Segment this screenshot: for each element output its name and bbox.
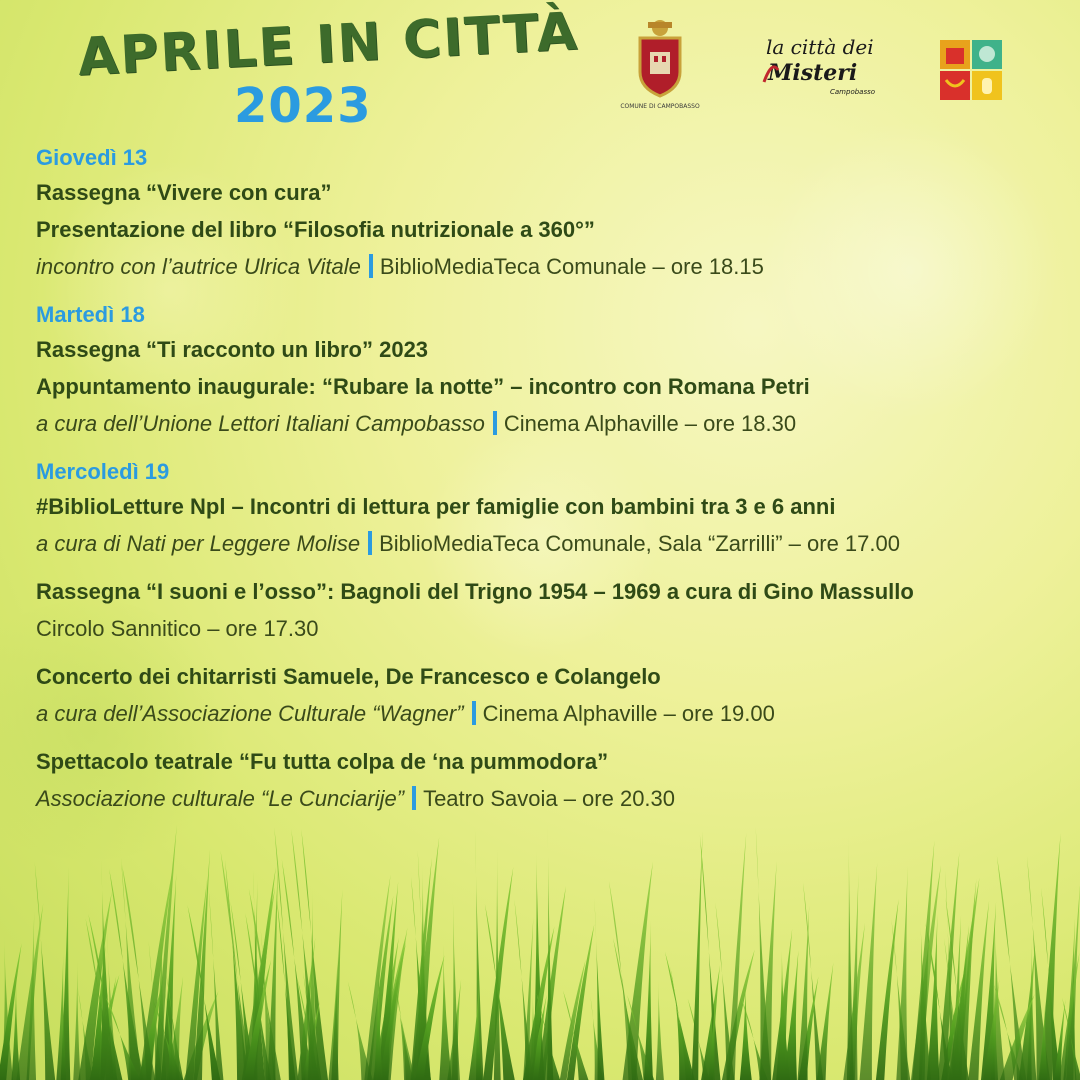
day-section bbox=[36, 142, 1066, 285]
misteri-logo-line1: la città dei bbox=[766, 35, 874, 59]
event-title: Presentazione del libro “Filosofia nutrizionale a 360°” bbox=[36, 217, 595, 242]
event-title: Appuntamento inaugurale: “Rubare la notte” – incontro con Romana Petri bbox=[36, 374, 810, 399]
event-organizer: a cura dell’Associazione Culturale “Wagner” bbox=[36, 701, 464, 726]
separator-bar bbox=[369, 254, 373, 278]
events-list bbox=[36, 142, 1066, 831]
event-title: Rassegna “Ti racconto un libro” 2023 bbox=[36, 337, 429, 362]
event-title: Spettacolo teatrale “Fu tutta colpa de ‘na pummodora” bbox=[36, 749, 609, 774]
event-info bbox=[36, 525, 1066, 562]
comune-logo-text: COMUNE DI CAMPOBASSO bbox=[620, 103, 700, 110]
citta-dei-misteri-logo bbox=[758, 30, 888, 100]
misteri-logo-line2: Misteri bbox=[768, 60, 858, 86]
event-organizer: Associazione culturale “Le Cunciarije” bbox=[36, 786, 405, 811]
event-organizer: a cura di Nati per Leggere Molise bbox=[36, 531, 361, 556]
event-info bbox=[36, 780, 1066, 817]
event-organizer: a cura dell’Unione Lettori Italiani Campobasso bbox=[36, 411, 485, 436]
event-item bbox=[36, 743, 1066, 817]
event-title: Rassegna “Vivere con cura” bbox=[36, 180, 332, 205]
day-section bbox=[36, 299, 1066, 442]
separator-bar bbox=[412, 786, 416, 810]
event-info bbox=[36, 405, 1066, 442]
day-section bbox=[36, 456, 1066, 817]
event-venue-time: Circolo Sannitico – ore 17.30 bbox=[36, 616, 319, 641]
event-venue-time: Teatro Savoia – ore 20.30 bbox=[423, 786, 676, 811]
event-info bbox=[36, 610, 1066, 647]
city-quadrant-logo bbox=[940, 40, 1002, 100]
event-organizer: incontro con l’autrice Ulrica Vitale bbox=[36, 254, 361, 279]
misteri-logo-sub: Campobasso bbox=[830, 88, 876, 96]
event-venue-time: Cinema Alphaville – ore 19.00 bbox=[482, 701, 775, 726]
event-venue-time: BiblioMediaTeca Comunale – ore 18.15 bbox=[379, 254, 764, 279]
separator-bar bbox=[368, 531, 372, 555]
day-label: Martedì 18 bbox=[36, 302, 145, 327]
event-venue-time: Cinema Alphaville – ore 18.30 bbox=[503, 411, 797, 436]
event-item bbox=[36, 488, 1066, 562]
event-title: Rassegna “I suoni e l’osso”: Bagnoli del Trigno 1954 – 1969 a cura di Gino Massullo bbox=[36, 579, 914, 604]
event-item bbox=[36, 573, 1066, 647]
separator-bar bbox=[472, 701, 476, 725]
event-info bbox=[36, 248, 1066, 285]
event-title: Concerto dei chitarristi Samuele, De Francesco e Colangelo bbox=[36, 664, 661, 689]
event-item bbox=[36, 658, 1066, 732]
separator-bar bbox=[493, 411, 497, 435]
day-label: Mercoledì 19 bbox=[36, 459, 170, 484]
header bbox=[0, 0, 1080, 140]
poster-title: APRILE IN CITTÀ bbox=[76, 1, 581, 88]
day-label: Giovedì 13 bbox=[36, 145, 148, 170]
grass-decoration bbox=[0, 820, 1080, 1080]
comune-coat-of-arms-logo bbox=[620, 18, 700, 118]
event-title: #BiblioLetture Npl – Incontri di lettura per famiglie con bambini tra 3 e 6 anni bbox=[36, 494, 836, 519]
poster-year: 2023 bbox=[234, 78, 372, 134]
event-venue-time: BiblioMediaTeca Comunale, Sala “Zarrilli” – ore 17.00 bbox=[379, 531, 900, 556]
event-info bbox=[36, 695, 1066, 732]
